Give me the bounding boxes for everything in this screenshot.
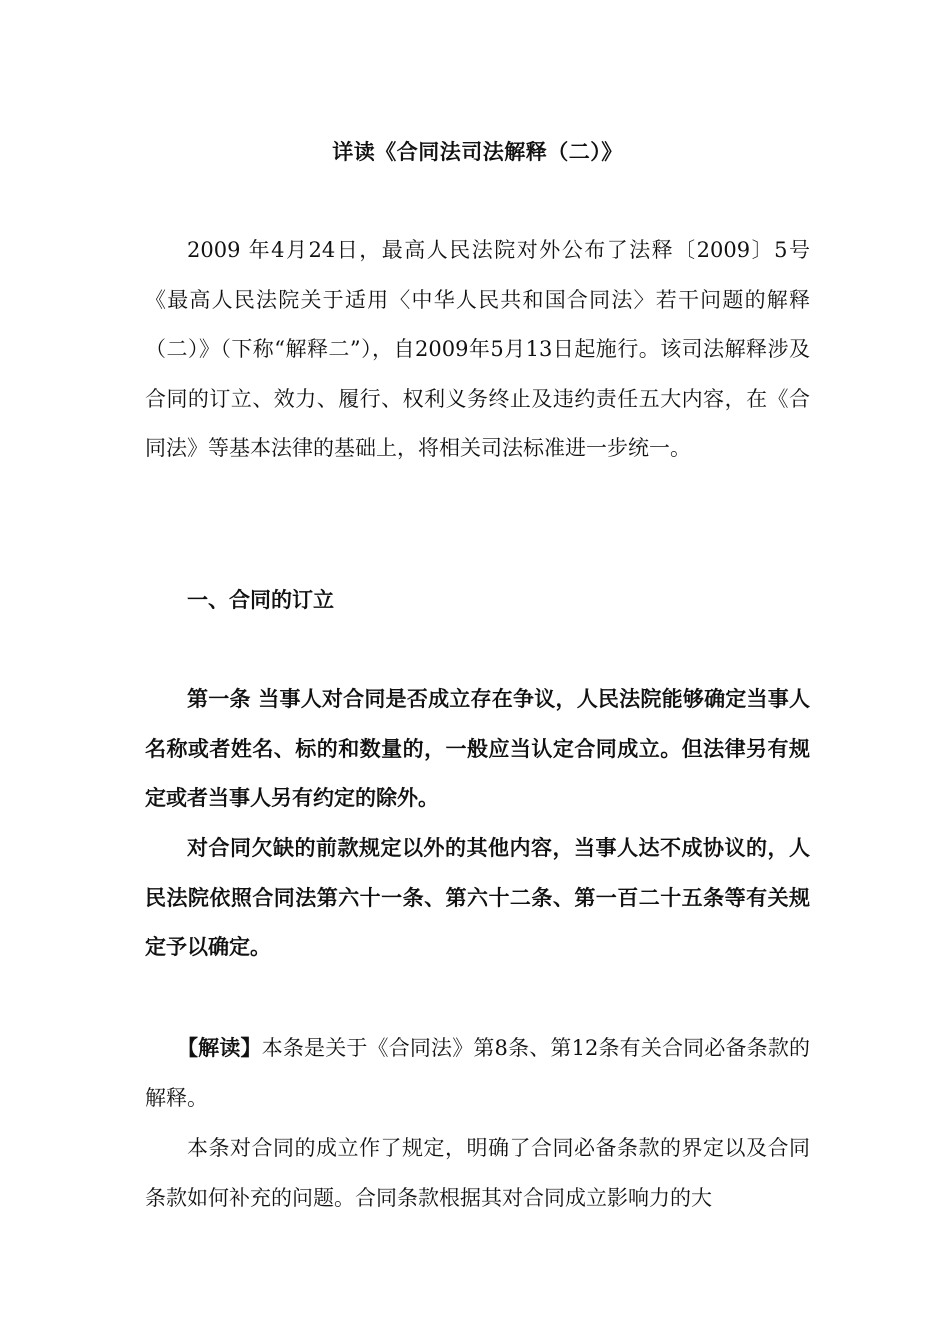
interpretation-text-1: 本条是关于《合同法》第8条、第12条有关合同必备条款的解释。 — [145, 1036, 810, 1110]
interpretation-paragraph-1 — [145, 1023, 810, 1123]
interpretation-paragraph-2: 本条对合同的成立作了规定，明确了合同必备条款的界定以及合同条款如何补充的问题。合同条款根据其对合同成立影响力的大 — [145, 1136, 810, 1210]
article-1-paragraph-1: 第一条 当事人对合同是否成立存在争议，人民法院能够确定当事人名称或者姓名、标的和数量的，一般应当认定合同成立。但法律另有规定或者当事人另有约定的除外。 — [145, 686, 810, 810]
document-page — [145, 0, 810, 1344]
section-heading-formation: 一、合同的订立 — [187, 587, 334, 612]
intro-paragraph: 2009 年4月24日，最高人民法院对外公布了法释〔2009〕5号《最高人民法院关于适用〈中华人民共和国合同法〉若干问题的解释（二）》（下称“解释二”），自2009年5月13日起施行。该司法解释涉及合同的订立、效力、履行、权利义务终止及违约责任五大内容，在《合同法》等基本法律的基础上，将相关司法标准进一步统一。 — [145, 238, 810, 460]
document-title: 详读《合同法司法解释（二）》 — [332, 139, 623, 164]
interpretation-label: 【解读】 — [177, 1035, 262, 1060]
article-1-paragraph-2: 对合同欠缺的前款规定以外的其他内容，当事人达不成协议的，人民法院依照合同法第六十一条、第六十二条、第一百二十五条等有关规定予以确定。 — [145, 835, 810, 959]
